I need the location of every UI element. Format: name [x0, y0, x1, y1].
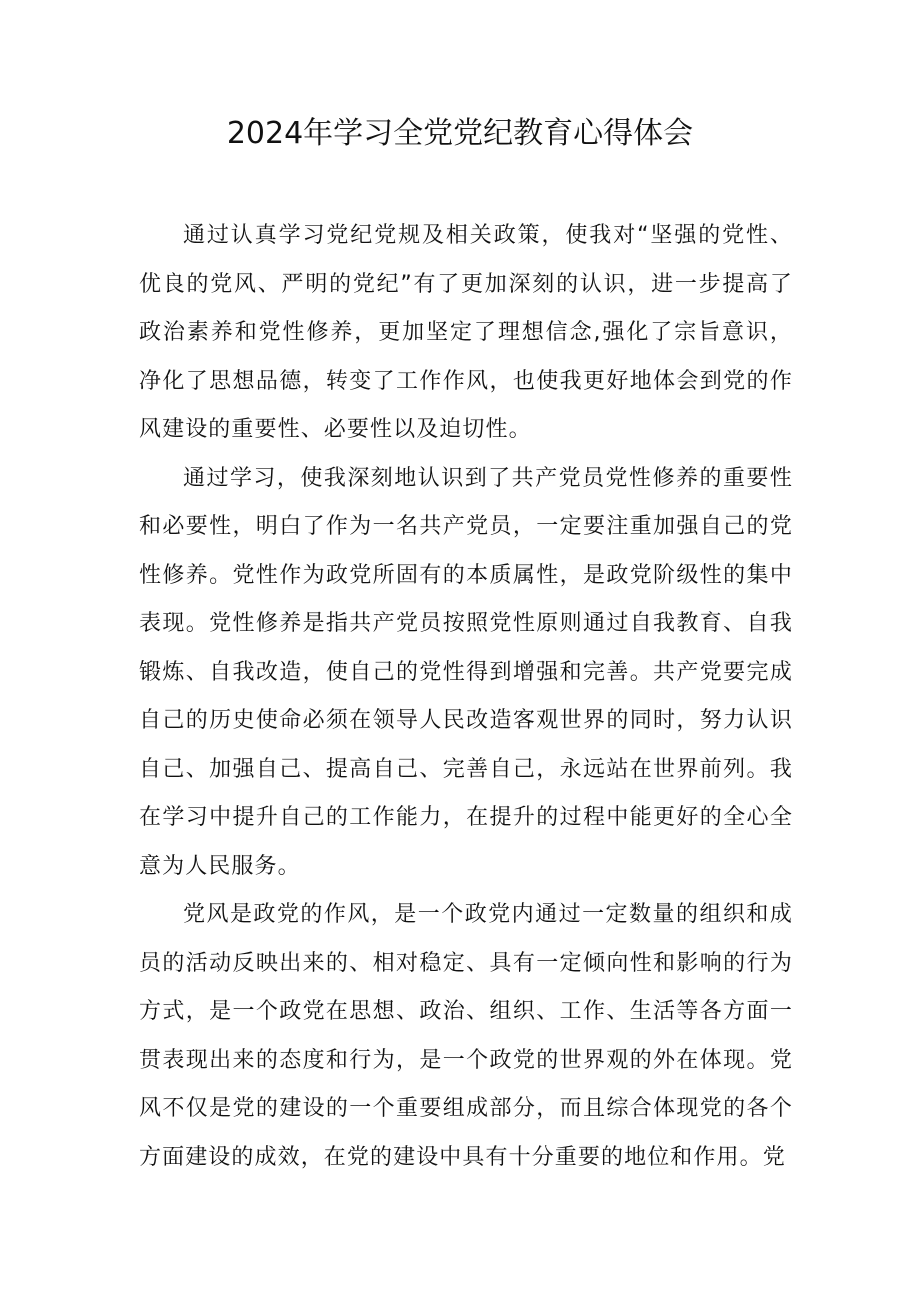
document-body [139, 212, 793, 1182]
paragraph-2: 通过学习，使我深刻地认识到了共产党员党性修养的重要性和必要性，明白了作为一名共产党员，一定要注重加强自己的党性修养。党性作为政党所固有的本质属性，是政党阶级性的集中表现。党性修养是指共产党员按照党性原则通过自我教育、自我锻炼、自我改造，使自己的党性得到增强和完善。共产党要完成自己的历史使命必须在领导人民改造客观世界的同时，努力认识自己、加强自己、提高自己、完善自己，永远站在世界前列。我在学习中提升自己的工作能力，在提升的过程中能更好的全心全意为人民服务。 [139, 465, 793, 879]
paragraph-1: 通过认真学习党纪党规及相关政策，使我对“坚强的党性、优良的党风、严明的党纪”有了更加深刻的认识，进一步提高了政治素养和党性修养，更加坚定了理想信念,强化了宗旨意识，净化了思想品德，转变了工作作风，也使我更好地体会到党的作风建设的重要性、必要性以及迫切性。 [139, 223, 793, 442]
paragraph-3: 党风是政党的作风，是一个政党内通过一定数量的组织和成员的活动反映出来的、相对稳定、具有一定倾向性和影响的行为方式，是一个政党在思想、政治、组织、工作、生活等各方面一贯表现出来的态度和行为，是一个政党的世界观的外在体现。党风不仅是党的建设的一个重要组成部分，而且综合体现党的各个方面建设的成效，在党的建设中具有十分重要的地位和作用。党 [139, 902, 793, 1170]
document-title: 2024年学习全党党纪教育心得体会 [226, 116, 694, 151]
